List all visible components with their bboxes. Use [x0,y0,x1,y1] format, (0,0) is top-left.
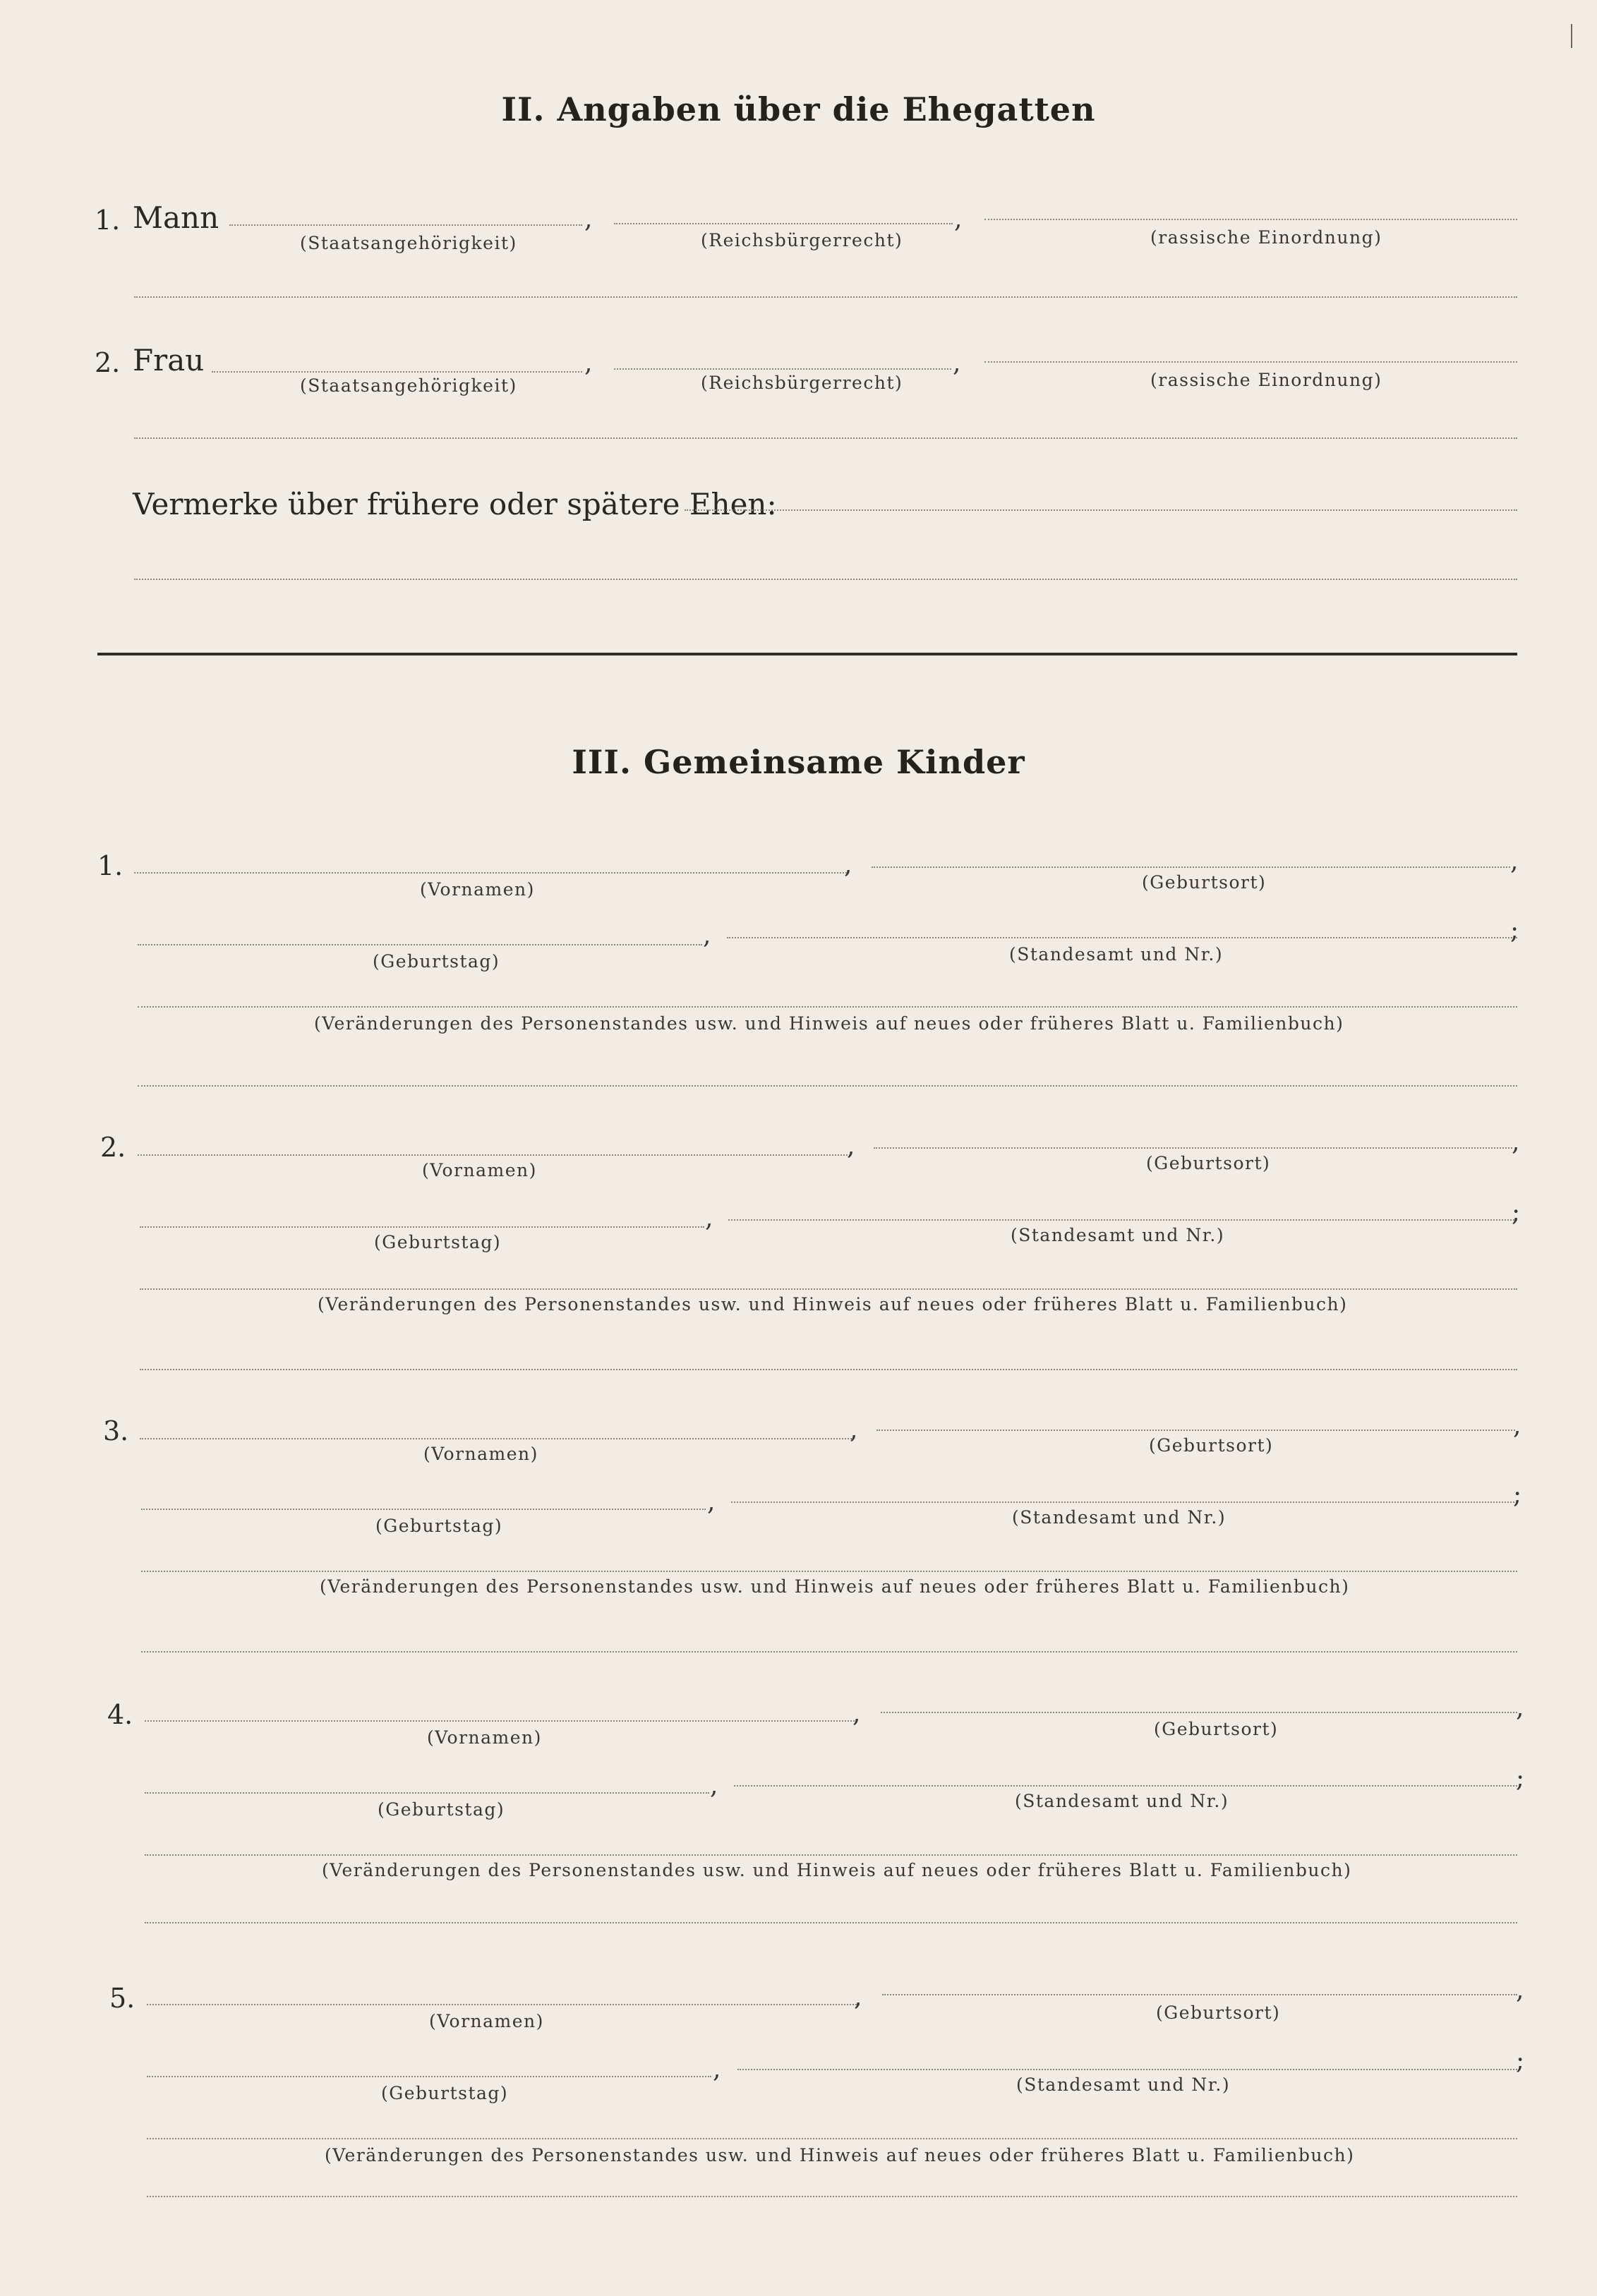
comma: , [852,1699,861,1728]
birthplace-field[interactable] [881,1712,1517,1713]
registry-field[interactable] [728,1219,1517,1221]
comma: , [584,205,593,234]
child-number: 3. [103,1415,129,1446]
comma: , [1513,1411,1521,1440]
caption-reich-citizenship: (Reichsbürgerrecht) [701,230,903,250]
caption-first-names: (Vornamen) [420,879,535,900]
caption-registry: (Standesamt und Nr.) [1016,2074,1231,2095]
first-names-field[interactable] [140,1438,854,1439]
birthplace-field[interactable] [876,1430,1515,1431]
citizenship-field[interactable] [212,371,582,373]
caption-birthplace: (Geburtsort) [1149,1435,1274,1456]
birthday-field[interactable] [138,944,702,945]
changes-field[interactable] [140,1288,1517,1290]
semicolon: ; [1512,1198,1521,1227]
semicolon: ; [1516,1764,1525,1793]
caption-citizenship: (Staatsangehörigkeit) [300,233,517,253]
caption-birthday: (Geburtstag) [378,1799,505,1820]
caption-reich-citizenship: (Reichsbürgerrecht) [701,373,903,393]
caption-citizenship: (Staatsangehörigkeit) [300,375,517,396]
racial-classification-field[interactable] [984,361,1517,363]
registry-field[interactable] [734,1785,1517,1787]
comma: , [1512,1128,1520,1156]
comma: , [710,1771,718,1800]
changes-field-continuation[interactable] [147,2196,1517,2197]
child-number: 2. [100,1132,126,1163]
caption-changes: (Veränderungen des Personenstandes usw. und Hinweis auf neues oder früheres Blatt u. Familienbuch) [314,1013,1344,1034]
changes-field[interactable] [141,1571,1517,1572]
remarks-field[interactable] [685,509,1517,511]
comma: , [703,921,711,950]
registry-field[interactable] [737,2069,1517,2070]
caption-birthplace: (Geburtsort) [1156,2002,1281,2023]
section-title-children: III. Gemeinsame Kinder [572,743,1025,781]
child-number: 4. [107,1699,133,1730]
comma: , [953,349,961,377]
section-divider [97,653,1517,655]
comma: , [1510,847,1519,876]
birthday-field[interactable] [141,1509,706,1510]
caption-registry: (Standesamt und Nr.) [1011,1225,1225,1245]
comma: , [954,205,963,234]
remarks-label: Vermerke über frühere oder spätere Ehen: [133,487,777,521]
caption-first-names: (Vornamen) [429,2011,544,2031]
changes-field-continuation[interactable] [141,1651,1517,1652]
spouse-label: Mann [133,200,219,235]
spouse-number: 2. [95,347,121,378]
section-title-spouses: II. Angaben über die Ehegatten [501,90,1096,128]
birthday-field[interactable] [147,2076,711,2077]
caption-birthplace: (Geburtsort) [1154,1719,1279,1739]
comma: , [713,2055,721,2084]
caption-birthday: (Geburtstag) [374,1232,502,1252]
reich-citizenship-field[interactable] [614,223,953,224]
comma: , [850,1415,858,1444]
changes-field-continuation[interactable] [145,1922,1517,1923]
caption-changes: (Veränderungen des Personenstandes usw. und Hinweis auf neues oder früheres Blatt u. Familienbuch) [320,1576,1350,1597]
caption-birthday: (Geburtstag) [373,951,500,972]
semicolon: ; [1516,2046,1525,2075]
caption-racial-classification: (rassische Einordnung) [1150,370,1382,390]
birthplace-field[interactable] [872,866,1510,868]
comma: , [707,1487,716,1516]
spouse-continuation-field[interactable] [134,296,1517,298]
caption-birthday: (Geburtstag) [381,2083,509,2103]
caption-registry: (Standesamt und Nr.) [1009,944,1224,965]
first-names-field[interactable] [145,1720,857,1722]
first-names-field[interactable] [134,872,847,874]
first-names-field[interactable] [138,1154,850,1156]
remarks-field-continuation[interactable] [134,579,1517,580]
spouse-continuation-field[interactable] [134,437,1517,439]
caption-registry: (Standesamt und Nr.) [1015,1791,1229,1811]
semicolon: ; [1510,916,1519,945]
racial-classification-field[interactable] [984,219,1517,220]
comma: , [584,349,593,377]
child-number: 5. [109,1983,135,2014]
caption-changes: (Veränderungen des Personenstandes usw. und Hinweis auf neues oder früheres Blatt u. Familienbuch) [318,1294,1348,1315]
comma: , [844,850,852,879]
changes-field[interactable] [138,1006,1517,1008]
child-number: 1. [97,850,123,881]
caption-first-names: (Vornamen) [427,1727,542,1748]
comma: , [705,1204,713,1233]
caption-racial-classification: (rassische Einordnung) [1150,227,1382,248]
spouse-number: 1. [95,205,121,236]
caption-first-names: (Vornamen) [423,1444,538,1464]
caption-birthplace: (Geburtsort) [1146,1153,1271,1173]
birthday-field[interactable] [145,1792,709,1794]
comma: , [1516,1693,1524,1722]
caption-first-names: (Vornamen) [422,1160,537,1180]
registry-field[interactable] [727,937,1517,938]
caption-changes: (Veränderungen des Personenstandes usw. und Hinweis auf neues oder früheres Blatt u. Familienbuch) [322,1860,1352,1880]
reich-citizenship-field[interactable] [614,368,951,370]
birthplace-field[interactable] [882,1994,1517,1995]
changes-field-continuation[interactable] [140,1369,1517,1370]
comma: , [854,1983,862,2012]
caption-registry: (Standesamt und Nr.) [1012,1507,1227,1528]
changes-field[interactable] [145,1854,1517,1856]
citizenship-field[interactable] [229,224,582,226]
semicolon: ; [1513,1480,1522,1509]
caption-changes: (Veränderungen des Personenstandes usw. und Hinweis auf neues oder früheres Blatt u. Familienbuch) [325,2145,1355,2165]
birthplace-field[interactable] [874,1147,1512,1149]
changes-field-continuation[interactable] [138,1085,1517,1087]
caption-birthday: (Geburtstag) [375,1516,503,1536]
birthday-field[interactable] [140,1226,704,1228]
changes-field[interactable] [147,2138,1517,2139]
caption-birthplace: (Geburtsort) [1142,872,1267,893]
comma: , [847,1132,855,1161]
first-names-field[interactable] [147,2004,860,2005]
spouse-label: Frau [133,343,205,377]
comma: , [1516,1976,1524,2005]
right-edge-mark [1571,24,1572,48]
registry-field[interactable] [731,1502,1517,1503]
